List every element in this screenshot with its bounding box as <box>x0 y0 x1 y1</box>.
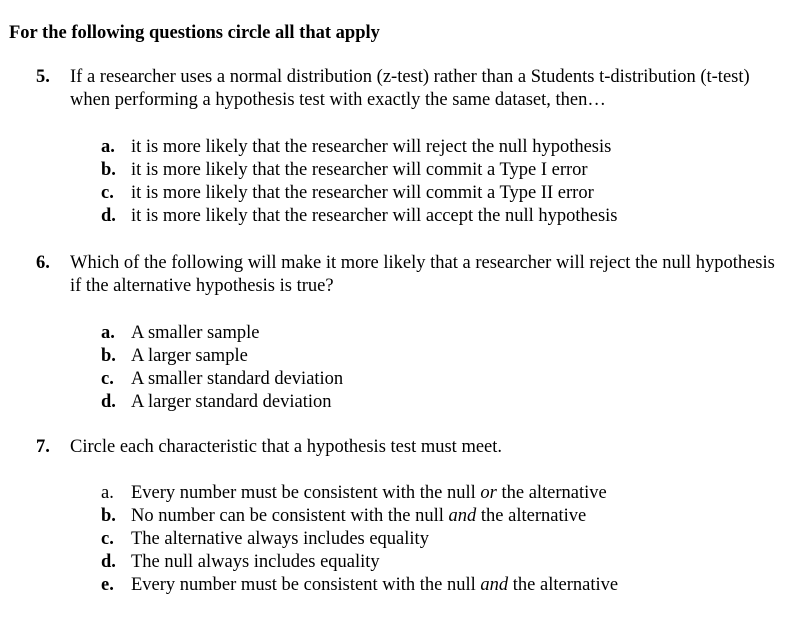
option-text: it is more likely that the researcher will reject the null hypothesis <box>131 137 612 157</box>
option-text-emphasis: and <box>448 506 477 526</box>
option-text: it is more likely that the researcher will commit a Type II error <box>131 183 594 203</box>
option-d[interactable] <box>101 205 781 228</box>
question-7-options <box>101 482 781 597</box>
option-text-pre: Every number must be consistent with the null <box>131 575 481 595</box>
option-text-post: the alternative <box>496 483 607 503</box>
option-a[interactable] <box>101 136 781 159</box>
option-letter: e. <box>101 575 114 595</box>
option-letter: c. <box>101 529 114 549</box>
option-text-pre: Every number must be consistent with the null <box>131 483 481 503</box>
option-letter: d. <box>101 392 116 412</box>
option-letter: a. <box>101 137 115 157</box>
question-number: 7. <box>36 437 50 457</box>
option-a[interactable] <box>101 482 781 505</box>
page-heading: For the following questions circle all that apply <box>9 23 380 43</box>
option-text-emphasis: or <box>480 483 497 503</box>
question-text: If a researcher uses a normal distribution (z-test) rather than a Students t-distribution (t-test) when performing a hypothesis test with exactly the same dataset, then… <box>70 67 750 110</box>
option-text: it is more likely that the researcher will commit a Type I error <box>131 160 588 180</box>
question-number: 6. <box>36 253 50 273</box>
option-text-emphasis: and <box>480 575 509 595</box>
question-text: Circle each characteristic that a hypothesis test must meet. <box>70 437 503 457</box>
option-c[interactable] <box>101 528 781 551</box>
option-b[interactable] <box>101 159 781 182</box>
option-text-post: the alternative <box>508 575 619 595</box>
option-d[interactable] <box>101 551 781 574</box>
option-text: A smaller standard deviation <box>131 369 344 389</box>
question-number: 5. <box>36 67 50 87</box>
question-6 <box>36 252 781 298</box>
question-5 <box>36 66 781 112</box>
option-a[interactable] <box>101 322 781 345</box>
option-e[interactable] <box>101 574 781 597</box>
option-c[interactable] <box>101 368 781 391</box>
option-letter: d. <box>101 206 116 226</box>
option-letter: c. <box>101 183 114 203</box>
question-text: Which of the following will make it more likely that a researcher will reject the null hypothesis if the alternative hypothesis is true? <box>70 253 775 296</box>
option-text-post: the alternative <box>476 506 587 526</box>
option-b[interactable] <box>101 505 781 528</box>
question-6-options <box>101 322 781 414</box>
option-b[interactable] <box>101 345 781 368</box>
option-letter: b. <box>101 506 116 526</box>
option-text-pre: The null always includes equality <box>131 552 380 572</box>
option-letter: b. <box>101 160 116 180</box>
option-letter: d. <box>101 552 116 572</box>
option-letter: a. <box>101 323 115 343</box>
option-text: it is more likely that the researcher will accept the null hypothesis <box>131 206 618 226</box>
question-7 <box>36 436 781 459</box>
option-letter: c. <box>101 369 114 389</box>
option-d[interactable] <box>101 391 781 414</box>
option-text-pre: No number can be consistent with the null <box>131 506 449 526</box>
option-text: A smaller sample <box>131 323 260 343</box>
question-5-options <box>101 136 781 228</box>
option-letter: a. <box>101 483 114 503</box>
option-text: A larger standard deviation <box>131 392 332 412</box>
option-c[interactable] <box>101 182 781 205</box>
option-text-pre: The alternative always includes equality <box>131 529 429 549</box>
option-text: A larger sample <box>131 346 248 366</box>
option-letter: b. <box>101 346 116 366</box>
